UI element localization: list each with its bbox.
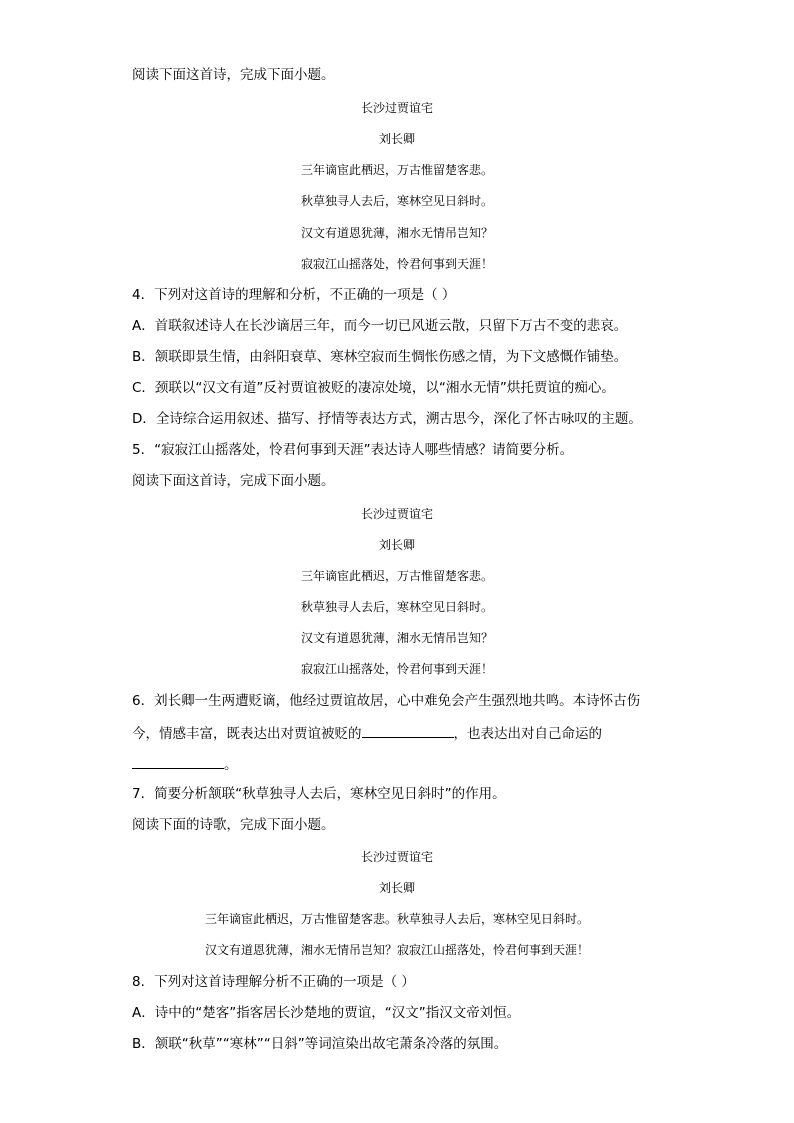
question-6-line-1: 6．刘长卿一生两遭贬谪，他经过贾谊故居，心中难免会产生强烈地共鸣。本诗怀古伤 [132, 693, 641, 709]
poem-author: 刘长卿 [378, 538, 415, 552]
poem-line: 汉文有道恩犹薄，湘水无情吊岂知？ [300, 631, 493, 645]
poem-author: 刘长卿 [378, 881, 415, 895]
poem-author: 刘长卿 [378, 132, 415, 146]
question-5: 5．“寂寂江山摇落处，怜君何事到天涯”表达诗人哪些情感？请简要分析。 [132, 442, 574, 458]
answer-blank-1[interactable] [362, 723, 454, 738]
question-4-option-a[interactable]: A．首联叙述诗人在长沙谪居三年，而今一切已风逝云散，只留下万古不变的悲哀。 [132, 318, 628, 334]
question-6-end: 。 [224, 757, 238, 773]
question-4-stem: 4．下列对这首诗的理解和分析，不正确的一项是（ ） [132, 287, 456, 303]
poem-line: 秋草独寻人去后，寒林空见日斜时。 [300, 600, 493, 614]
question-4-option-d[interactable]: D．全诗综合运用叙述、描写、抒情等表达方式，溯古思今，深化了怀古咏叹的主题。 [132, 411, 642, 427]
poem-line: 秋草独寻人去后，寒林空见日斜时。 [300, 194, 493, 208]
question-6-text-b: ，也表达出对自己命运的 [453, 726, 602, 742]
question-4-option-c[interactable]: C．颈联以“汉文有道”反衬贾谊被贬的凄凉处境，以“湘水无情”烘托贾谊的痴心。 [132, 380, 615, 396]
question-6-text-a: 今，情感丰富，既表达出对贾谊被贬的 [132, 726, 362, 742]
poem-title: 长沙过贾谊宅 [360, 101, 433, 115]
question-4-option-b[interactable]: B．颔联即景生情，由斜阳衰草、寒林空寂而生惆怅伤感之情，为下文感慨作铺垫。 [132, 349, 628, 365]
poem-line: 寂寂江山摇落处，怜君何事到天涯！ [300, 257, 493, 271]
question-8-option-a[interactable]: A．诗中的“楚客”指客居长沙楚地的贾谊，“汉文”指汉文帝刘恒。 [132, 1005, 521, 1021]
poem-line: 三年谪宦此栖迟，万古惟留楚客悲。 [300, 163, 493, 177]
reading-instruction: 阅读下面的诗歌，完成下面小题。 [132, 817, 335, 833]
question-8-option-b[interactable]: B．颔联“秋草”“寒林”“日斜”等词渲染出故宅萧条冷落的氛围。 [132, 1036, 508, 1052]
poem-line: 汉文有道恩犹薄，湘水无情吊岂知？ [300, 226, 493, 240]
question-6-line-3 [132, 754, 238, 774]
poem-line: 汉文有道恩犹薄，湘水无情吊岂知？寂寂江山摇落处，怜君何事到天涯！ [204, 943, 589, 957]
question-8-stem: 8．下列对这首诗理解分析不正确的一项是（ ） [132, 974, 415, 990]
poem-title: 长沙过贾谊宅 [360, 850, 433, 864]
poem-line: 三年谪宦此栖迟，万古惟留楚客悲。 [300, 569, 493, 583]
question-6-line-2 [132, 723, 602, 743]
question-7: 7．简要分析颔联“秋草独寻人去后，寒林空见日斜时”的作用。 [132, 786, 506, 802]
answer-blank-2[interactable] [132, 754, 224, 769]
poem-title: 长沙过贾谊宅 [360, 507, 433, 521]
poem-line: 寂寂江山摇落处，怜君何事到天涯！ [300, 662, 493, 676]
reading-instruction: 阅读下面这首诗，完成下面小题。 [132, 67, 335, 83]
poem-line: 三年谪宦此栖迟，万古惟留楚客悲。秋草独寻人去后，寒林空见日斜时。 [204, 912, 589, 926]
reading-instruction: 阅读下面这首诗，完成下面小题。 [132, 473, 335, 489]
